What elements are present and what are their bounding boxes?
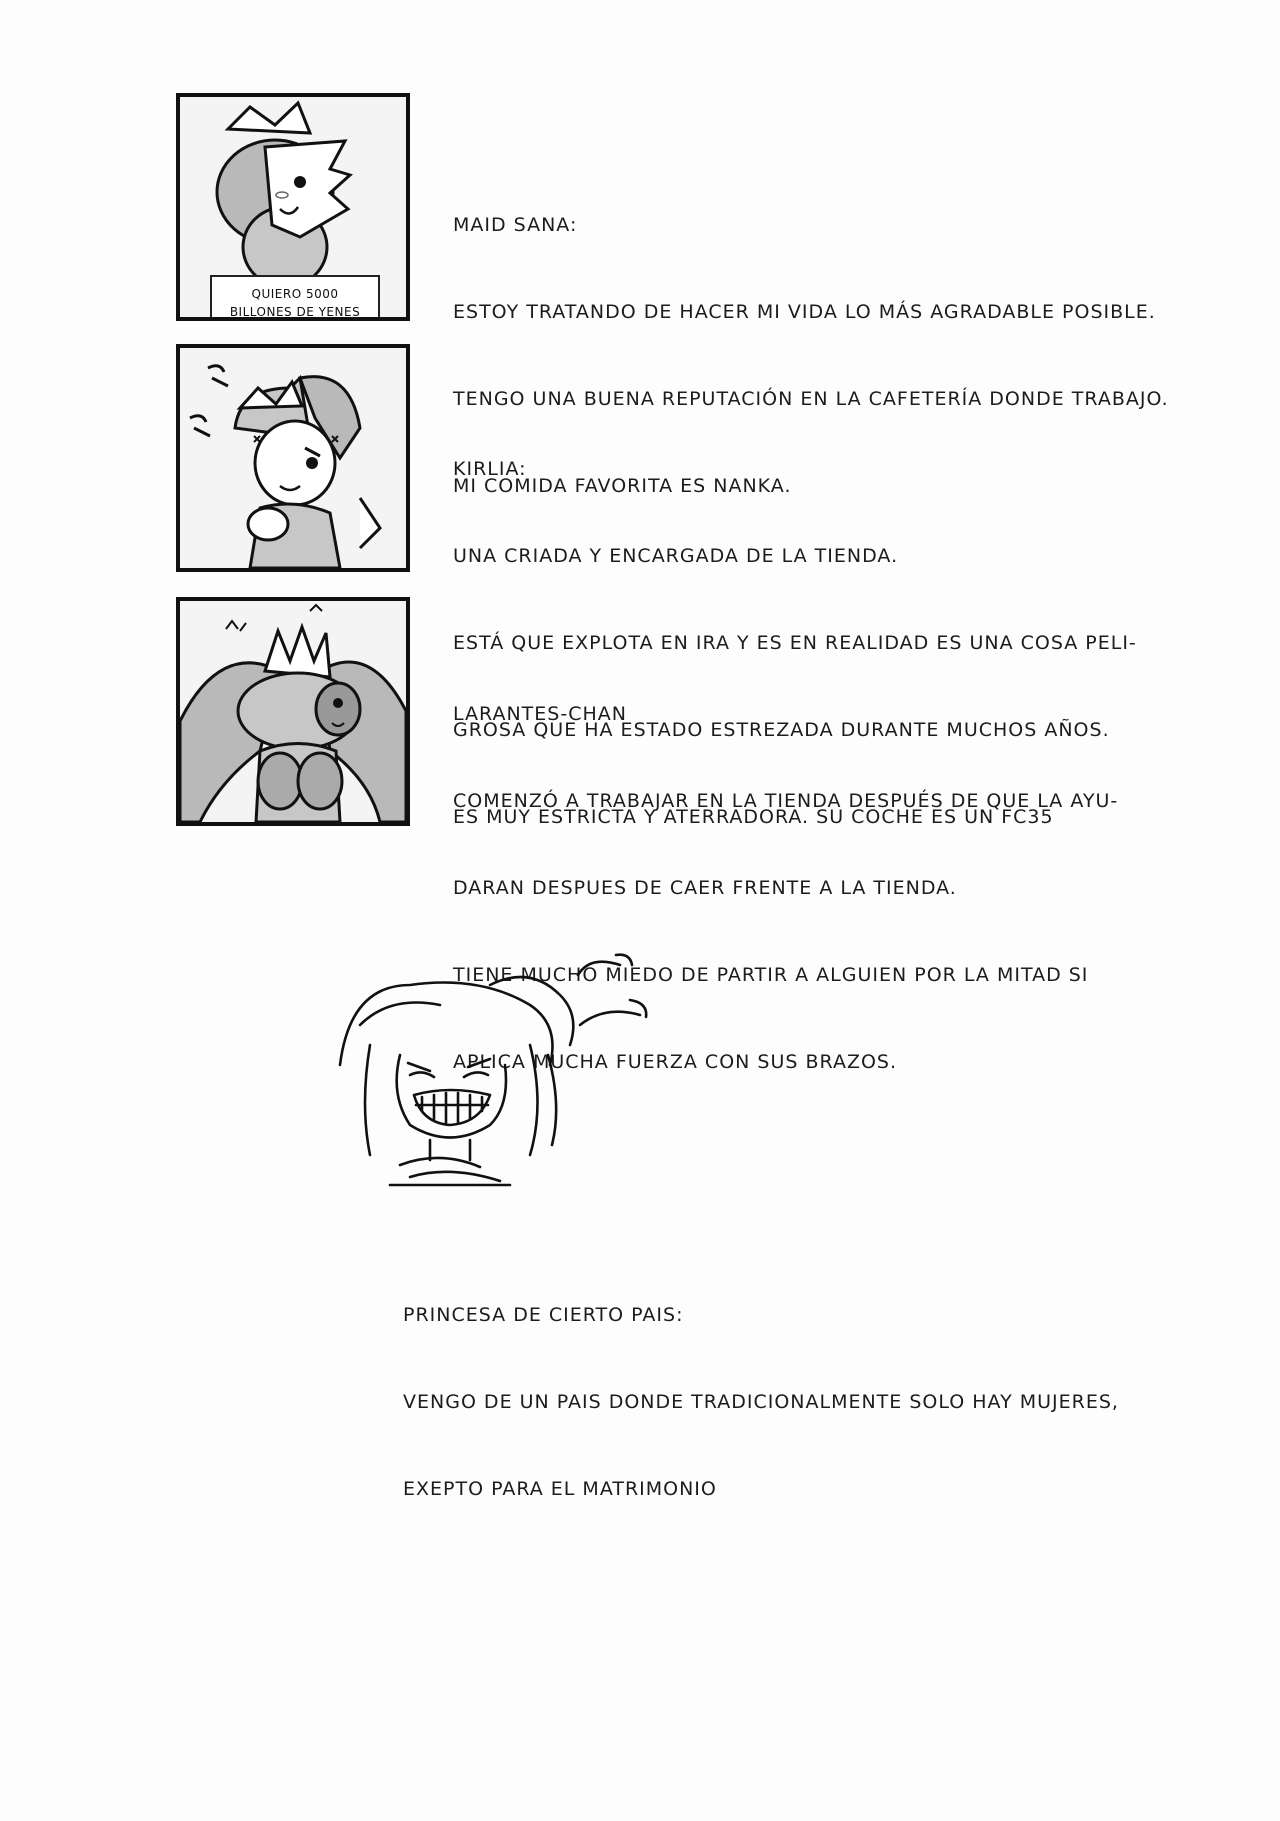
description-line: TENGO UNA BUENA REPUTACIÓN EN LA CAFETERÍA DONDE TRABAJO. (453, 388, 1169, 410)
description-line: MI COMIDA FAVORITA ES NANKA. (453, 475, 792, 497)
description-line: EXEPTO PARA EL MATRIMONIO (403, 1478, 717, 1500)
description-line: GROSA QUE HA ESTADO ESTREZADA DURANTE MUCHOS AÑOS. (453, 719, 1110, 741)
description-line: ESTÁ QUE EXPLOTA EN IRA Y ES EN REALIDAD ES UNA COSA PELI- (453, 632, 1137, 654)
description-line: ESTOY TRATANDO DE HACER MI VIDA LO MÁS AGRADABLE POSIBLE. (453, 301, 1156, 323)
character-name: KIRLIA: (453, 458, 527, 480)
description-line: TIENE MUCHO MIEDO DE PARTIR A ALGUIEN POR LA MITAD SI (453, 964, 1089, 986)
princess-sketch (330, 945, 690, 1205)
character-name: PRINCESA DE CIERTO PAIS: (403, 1304, 684, 1326)
money-sign (210, 275, 380, 321)
sign-line-2: BILLONES DE YENES (229, 305, 361, 319)
description-line: APLICA MUCHA FUERZA CON SUS BRAZOS. (453, 1051, 898, 1073)
character-name: LARANTES-CHAN (453, 703, 627, 725)
description-princess (403, 1243, 1119, 1562)
panel-maid-sana (176, 93, 410, 321)
description-line: VENGO DE UN PAIS DONDE TRADICIONALMENTE SOLO HAY MUJERES, (403, 1391, 1119, 1413)
sign-line-1: QUIERO 5000 (251, 287, 339, 301)
description-line: ES MUY ESTRICTA Y ATERRADORA. SU COCHE ES UN FC35 (453, 806, 1054, 828)
larantes-chan-drawing (180, 601, 406, 822)
panel-kirlia (176, 344, 410, 572)
kirlia-drawing (180, 348, 406, 568)
description-line: COMENZÓ A TRABAJAR EN LA TIENDA DESPUÉS DE QUE LA AYU- (453, 790, 1119, 812)
character-name: MAID SANA: (453, 214, 578, 236)
description-line: UNA CRIADA Y ENCARGADA DE LA TIENDA. (453, 545, 899, 567)
description-line: DARAN DESPUES DE CAER FRENTE A LA TIENDA. (453, 877, 957, 899)
panel-larantes-chan (176, 597, 410, 826)
